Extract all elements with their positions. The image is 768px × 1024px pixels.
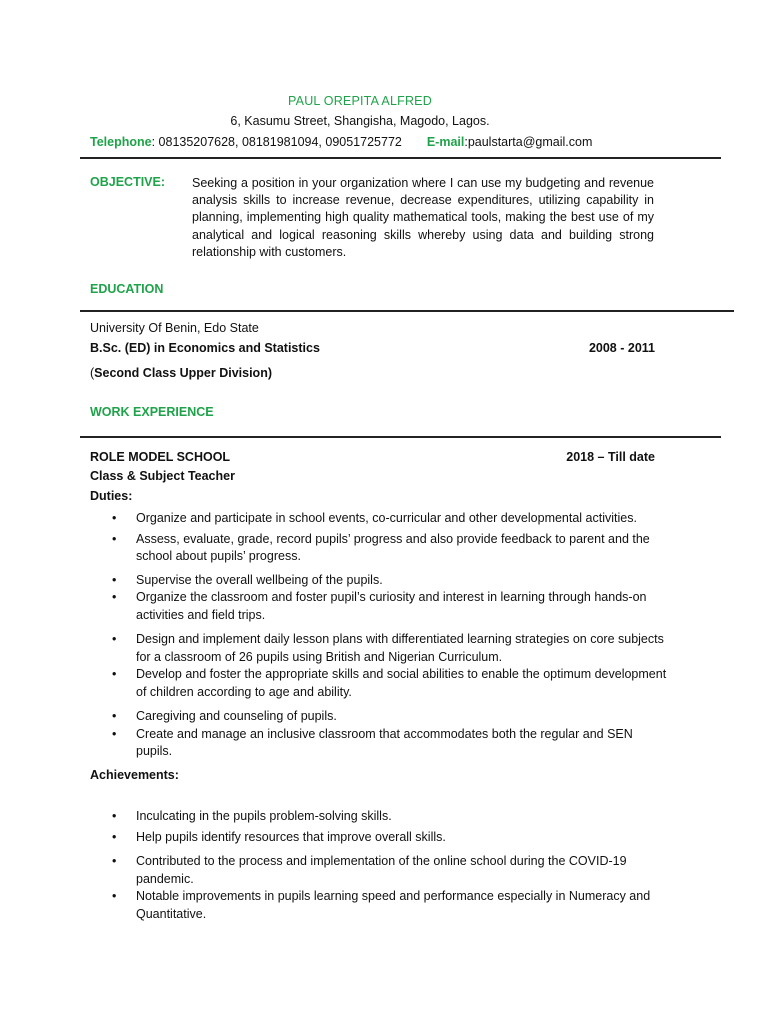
telephone-value: : 08135207628, 08181981094, 09051725772 [151, 135, 402, 149]
list-item [110, 631, 670, 666]
bullet-icon: • [112, 726, 117, 741]
list-item [110, 808, 670, 826]
list-item [110, 829, 670, 847]
duty-text: Develop and foster the appropriate skills and social abilities to enable the optimum development of children according to age and ability. [136, 667, 667, 699]
bullet-icon: • [112, 889, 117, 903]
institution: University Of Benin, Edo State [90, 321, 259, 335]
degree-class [90, 366, 272, 380]
duty-text: Caregiving and counseling of pupils. [136, 709, 337, 723]
list-item [110, 572, 670, 590]
telephone-label: Telephone [90, 135, 152, 149]
education-heading: EDUCATION [90, 282, 164, 296]
bullet-icon: • [112, 667, 117, 681]
bullet-icon: • [112, 590, 117, 604]
duty-text: Organize and participate in school events, co-curricular and other developmental activities. [136, 511, 637, 525]
list-item [110, 853, 670, 888]
duties-list [110, 510, 670, 761]
bullet-icon: • [112, 829, 117, 844]
achievements-list [110, 808, 670, 923]
address: 6, Kasumu Street, Shangisha, Magodo, Lagos. [230, 114, 490, 128]
degree: B.Sc. (ED) in Economics and Statistics [90, 341, 320, 355]
duty-text: Organize the classroom and foster pupil’s curiosity and interest in learning through hands-on activities and field trips. [136, 590, 647, 622]
work-period: 2018 – Till date [566, 450, 655, 464]
email-label: E-mail [426, 135, 465, 149]
education-years: 2008 - 2011 [588, 341, 655, 355]
degree-class-text: Second Class Upper Division) [94, 366, 272, 380]
candidate-name: PAUL OREPITA ALFRED [288, 94, 432, 108]
employer: ROLE MODEL SCHOOL [90, 450, 231, 464]
degree-class-open: ( [90, 366, 95, 380]
header-divider [80, 157, 721, 159]
work-divider [80, 436, 721, 438]
duty-text: Supervise the overall wellbeing of the pupils. [136, 572, 383, 587]
achievement-text: Notable improvements in pupils learning speed and performance especially in Numeracy and Quantitative. [136, 889, 651, 921]
bullet-icon: • [112, 632, 117, 646]
contact-line [90, 135, 592, 149]
list-item [110, 531, 670, 566]
list-item [110, 888, 670, 923]
objective-label: OBJECTIVE: [90, 175, 166, 189]
duties-label: Duties: [90, 489, 133, 503]
duty-text: Create and manage an inclusive classroom that accommodates both the regular and SEN pupils. [136, 726, 633, 758]
bullet-icon: • [112, 709, 117, 723]
work-heading: WORK EXPERIENCE [90, 405, 214, 419]
list-item [110, 726, 670, 761]
duty-text: Assess, evaluate, grade, record pupils’ progress and also provide feedback to parent and the school about pupils’ progress. [136, 531, 650, 563]
education-divider [80, 310, 734, 312]
bullet-icon: • [112, 572, 117, 587]
achievement-text: Contributed to the process and implementation of the online school during the COVID-19 pandemic. [136, 854, 627, 886]
bullet-icon: • [112, 854, 117, 868]
bullet-icon: • [112, 531, 117, 546]
bullet-icon: • [112, 809, 117, 823]
email-value[interactable]: :paulstarta@gmail.com [464, 135, 593, 149]
achievements-label: Achievements: [90, 768, 179, 782]
list-item [110, 666, 670, 701]
list-item [110, 708, 670, 726]
achievement-text: Help pupils identify resources that improve overall skills. [136, 829, 446, 844]
job-role: Class & Subject Teacher [90, 469, 235, 483]
duty-text: Design and implement daily lesson plans with differentiated learning strategies on core subjects for a classroom of 26 pupils using British and Nigerian Curriculum. [136, 632, 664, 664]
list-item [110, 510, 670, 528]
bullet-icon: • [112, 511, 117, 525]
achievement-text: Inculcating in the pupils problem-solving skills. [136, 809, 392, 823]
list-item [110, 589, 670, 624]
objective-text: Seeking a position in your organization where I can use my budgeting and revenue analysis skills to increase revenue, decrease expenditures, utilizing capability in planning, implementing high quality mathematical tools, making the best use of my analytical and logical reasoning skills whereby using data and building strong relationship with customers. [192, 176, 654, 259]
